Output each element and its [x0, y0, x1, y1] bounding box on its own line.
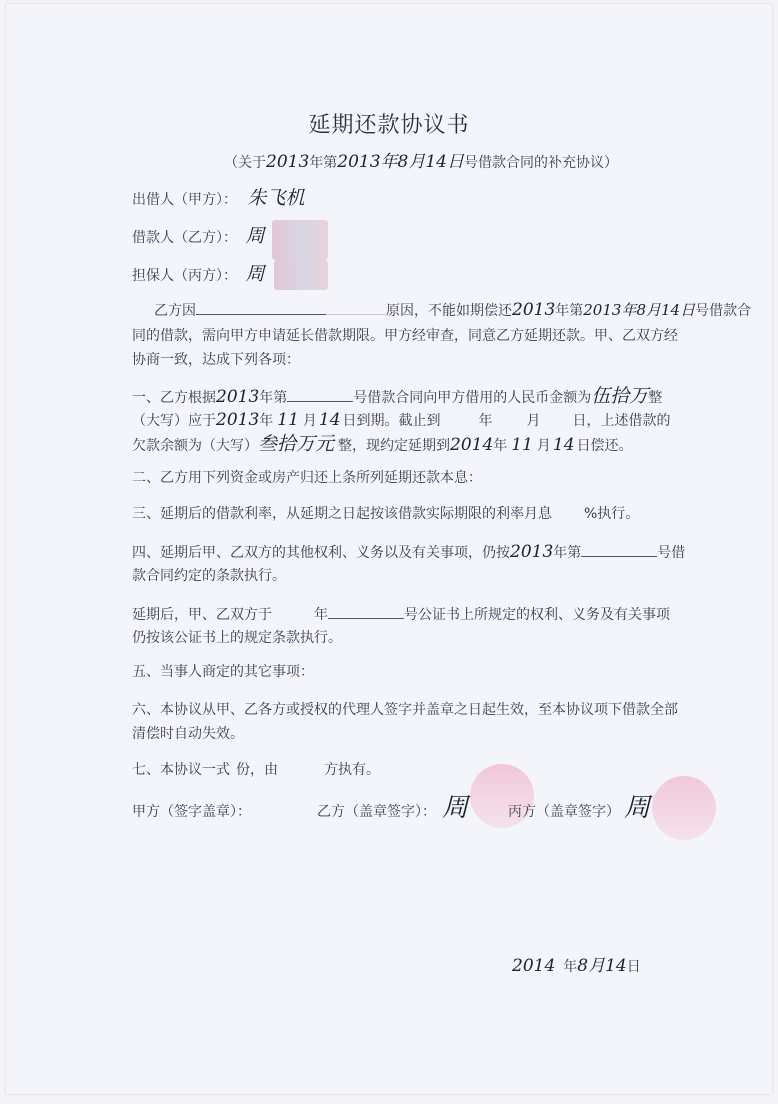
intro-year: 2013 [512, 300, 556, 320]
party-c-sign-label: 丙方（盖章签字） [508, 804, 621, 820]
redacted-borrower [272, 220, 328, 260]
item1-text: 月 [302, 413, 317, 429]
guarantor-name: 周 [245, 263, 265, 285]
item5-text: 延期后，甲、乙双方于 [132, 607, 272, 623]
item1-text: 年 [478, 413, 493, 429]
seal-guarantor [652, 776, 716, 840]
item1-text: 年 [493, 438, 508, 454]
new-due-year: 2014 [450, 435, 494, 455]
item1-text: 整 [648, 390, 663, 406]
due-day: 14 [318, 410, 341, 430]
item1-text: 日，上述借款的 [572, 413, 671, 429]
subtitle-number: 2013年8月14日 [337, 152, 464, 172]
item5-text: 号公证书上所规定的权利、义务及有关事项 [404, 607, 670, 623]
contract-no-blank [287, 387, 353, 402]
amount-handwritten: 伍拾万 [591, 385, 649, 407]
item1-text: 年 [259, 413, 274, 429]
item1-text: 年第 [259, 390, 288, 406]
lender-line [132, 188, 304, 210]
intro-text: 号借款合 [695, 303, 752, 319]
item1-text: （大写）应于 [132, 413, 216, 429]
redacted-cause [326, 300, 386, 315]
date-month-label: 月 [588, 956, 606, 976]
date-year-label: 年 [563, 959, 578, 975]
item3 [132, 504, 639, 524]
intro-text: 年第 [555, 303, 584, 319]
borrower-line [132, 226, 264, 248]
new-due-month: 11 [511, 435, 533, 455]
item5-line-2: 仍按该公证书上的规定条款执行。 [132, 630, 342, 646]
item1-text: 欠款余额为（大写） [132, 438, 258, 454]
item4-year: 2013 [510, 542, 554, 562]
lender-name: 朱飞机 [247, 187, 305, 209]
lender-label: 出借人（甲方）： [132, 192, 237, 208]
item8 [132, 760, 380, 780]
item6: 五、当事人商定的其它事项： [132, 664, 314, 680]
due-month: 11 [277, 410, 299, 430]
item4-text: 四、延期后甲、乙双方的其他权利、义务以及有关事项，仍按 [132, 545, 510, 561]
sign-date [512, 956, 641, 977]
intro-text: 乙方因 [154, 303, 196, 319]
party-b-sign-label: 乙方（盖章签字）： [317, 804, 436, 820]
intro-line-3: 协商一致，达成下列各项： [132, 352, 300, 368]
item1-text: 号借款合同向甲方借用的人民币金额为 [353, 390, 592, 406]
item1-text: 一、乙方根据 [132, 390, 216, 406]
party-b-signature: 周 [442, 793, 469, 823]
borrower-label: 借款人（乙方）： [132, 230, 237, 246]
item1-text: 整，现约定延期到 [338, 438, 451, 454]
item1-text: 日偿还。 [576, 438, 633, 454]
subtitle-open: （关于 [224, 155, 266, 171]
item4-text: 号借 [657, 545, 686, 561]
item8-text: 方执有。 [324, 762, 380, 778]
item4-text: 年第 [553, 545, 582, 561]
borrower-name: 周 [245, 225, 265, 247]
item1-text: 日到期。截止到 [342, 413, 441, 429]
signature-line [132, 793, 651, 823]
cause-blank [196, 300, 326, 315]
item7-line-1: 六、本协议从甲、乙各方或授权的代理人签字并盖章之日起生效，至本协议项下借款全部 [132, 702, 678, 718]
item8-text: 份，由 [236, 762, 278, 778]
item4-blank [581, 542, 657, 557]
item4-line-2: 款合同约定的条款执行。 [132, 568, 286, 584]
item4-line-1 [132, 542, 685, 563]
party-c-signature: 周 [624, 793, 651, 823]
date-day-label: 日 [626, 959, 641, 975]
guarantor-label: 担保人（丙方）： [132, 268, 237, 284]
new-due-day: 14 [552, 435, 575, 455]
document-title: 延期还款协议书 [308, 113, 470, 138]
subtitle-mid: 年第 [309, 155, 338, 171]
date-month: 8 [577, 956, 589, 976]
item5-text: 年 [314, 607, 328, 623]
subtitle [224, 152, 618, 173]
guarantor-line [132, 264, 264, 286]
item1-line-2 [132, 410, 671, 431]
item7-line-2: 清偿时自动失效。 [132, 726, 244, 742]
party-a-sign-label: 甲方（签字盖章）： [132, 804, 251, 820]
intro-line-1 [154, 300, 751, 321]
item5-line-1 [132, 604, 670, 625]
due-year: 2013 [216, 410, 260, 430]
item1-year: 2013 [216, 387, 260, 407]
notary-blank [328, 604, 404, 619]
date-day: 14 [605, 956, 627, 976]
item1-line-3 [132, 434, 633, 456]
balance-handwritten: 叁拾万元 [258, 433, 335, 455]
subtitle-year: 2013 [266, 152, 310, 172]
item3-text: 三、延期后的借款利率，从延期之日起按该借款实际期限的利率月息 [132, 506, 552, 522]
document-page [6, 4, 772, 1094]
intro-line-2: 同的借款，需向甲方申请延长借款期限。甲方经审查，同意乙方延期还款。甲、乙双方经 [132, 328, 678, 344]
item3-text: %执行。 [584, 506, 640, 522]
item1-line-1 [132, 386, 662, 408]
redacted-guarantor [274, 260, 328, 290]
item1-text: 月 [536, 438, 551, 454]
intro-number: 2013年8月14日 [583, 301, 696, 319]
intro-text: 原因，不能如期偿还 [386, 303, 512, 319]
item1-text: 月 [526, 413, 541, 429]
item8-text: 七、本协议一式 [132, 762, 230, 778]
subtitle-close: 号借款合同的补充协议） [463, 155, 618, 171]
item2: 二、乙方用下列资金或房产归还上条所列延期还款本息： [132, 470, 482, 486]
date-year: 2014 [512, 956, 556, 976]
